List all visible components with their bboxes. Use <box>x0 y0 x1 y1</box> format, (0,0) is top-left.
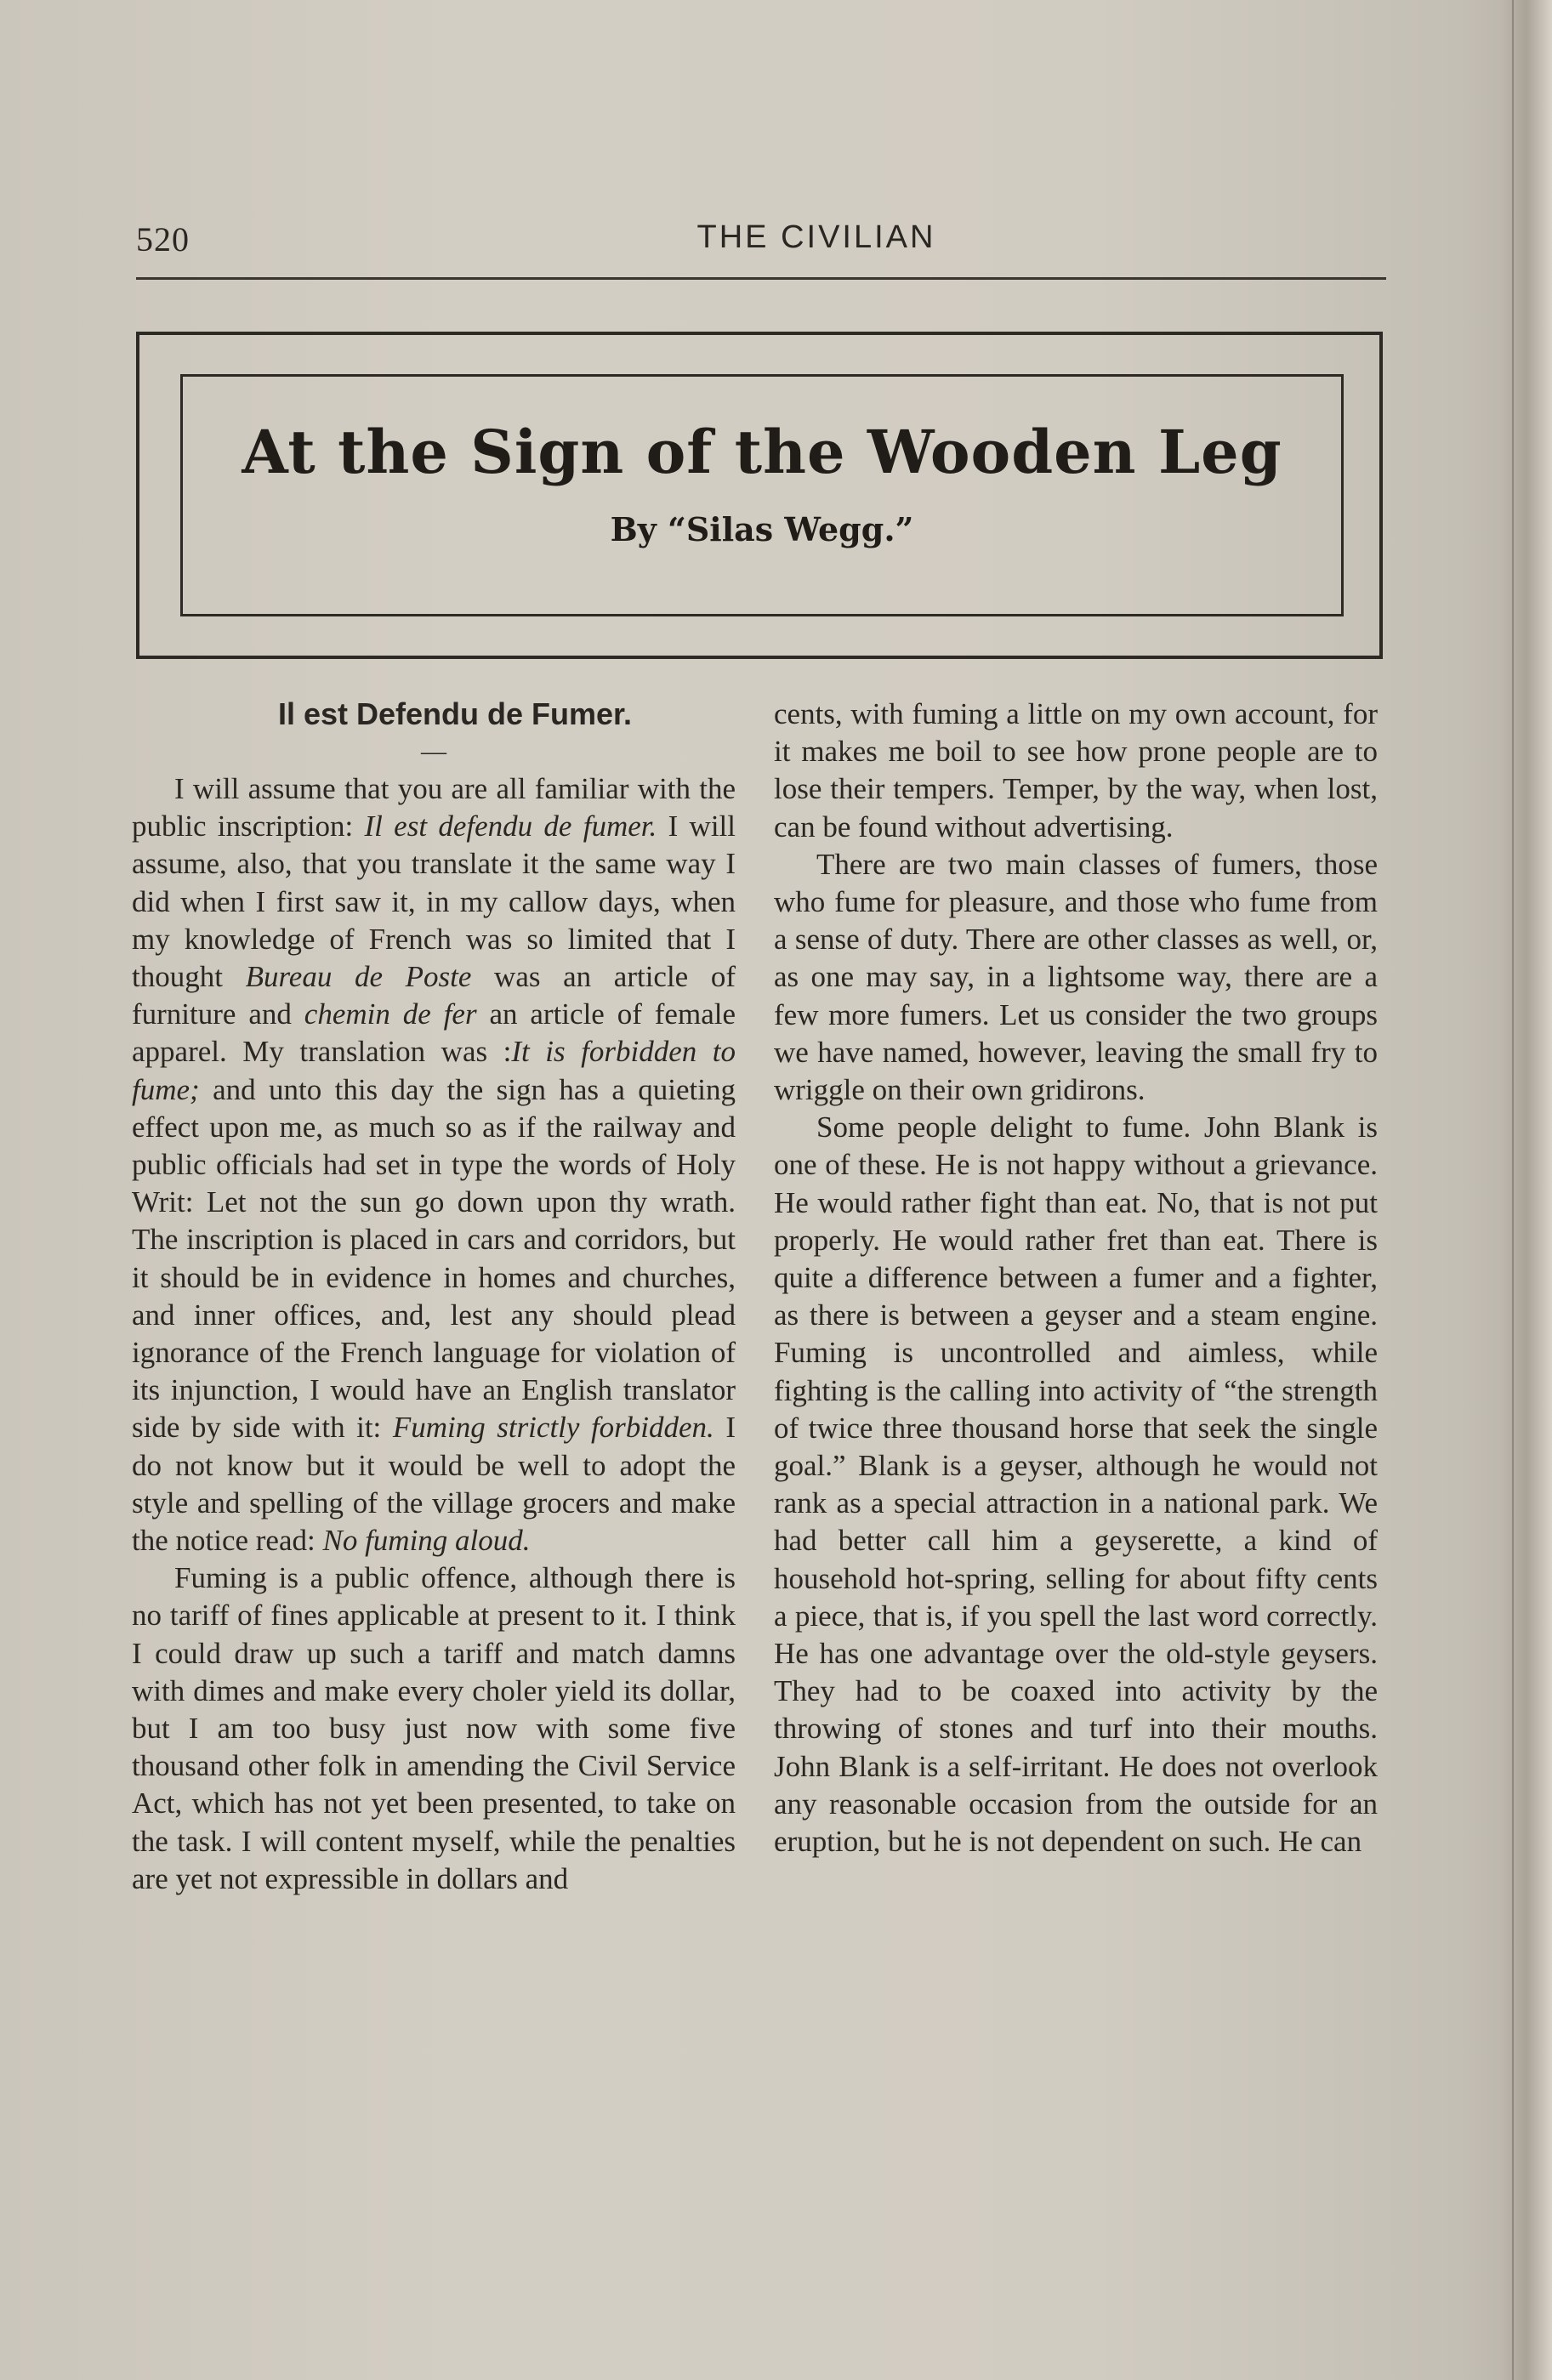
page-binding-edge <box>1501 0 1552 2380</box>
page-number: 520 <box>136 220 190 258</box>
section-dash: — <box>421 737 446 765</box>
paragraph-text: I will assume that you are all familiar with the public inscription: <box>132 772 736 844</box>
paragraph-text: and unto this day the sign has a quieting effect upon me, as much so as if the railway and public officials had set in type the words of Holy Writ: Let not the sun go down upon thy wrath. The inscription is placed in cars and corridors, but it should be in evidence in homes and churches, and inner offices, and, lest any should plead ignorance of the French language for violation of its injunction, I would have an English translator side by side with it: <box>132 1072 736 1445</box>
italic-text: Bureau de Poste <box>245 960 472 994</box>
binding-shadow-line <box>1512 0 1514 2380</box>
paragraph-text: an article of female apparel. My translation was : <box>132 997 736 1069</box>
title-box-inner-frame <box>180 374 1344 616</box>
article-title: At the Sign of the Wooden Leg <box>242 417 1282 487</box>
journal-title: THE CIVILIAN <box>696 219 936 255</box>
italic-text: Il est defendu de fumer. <box>364 809 657 844</box>
paragraph-text: Fuming is a public offence, although there is no tariff of fines applicable at present to it. I think I could draw up such a tariff and match damns with dimes and make every choler yield its dollar, but I am too busy just now with some five thousand other folk in amending the Civil Service Act, which has not yet been presented, to take on the task. I will content myself, while the penalties are yet not expressible in dollars and <box>132 1561 736 1895</box>
header-rule <box>136 277 1386 280</box>
body-paragraph <box>132 770 736 1559</box>
body-paragraph <box>774 1109 1378 1860</box>
section-heading: Il est Defendu de Fumer. <box>277 696 633 731</box>
paragraph-text: I do not know but it would be well to adopt the style and spelling of the village grocers and make the notice read: <box>132 1411 736 1558</box>
paragraph-text: Some people delight to fume. John Blank is one of these. He is not happy without a grievance. He would rather fight than eat. No, that is not put properly. He would rather fret than eat. There is quite a difference between a fumer and a fighter, as there is between a geyser and a steam engine. Fuming is uncontrolled and aimless, while fighting is the calling into activity of “the strength of twice three thousand horse that seek the single goal.” Blank is a geyser, although he would not rank as a special attraction in a national park. We had better call him a geyserette, a kind of household hot-spring, selling for about fifty cents a piece, that is, if you spell the last word correctly. He has one advantage over the old-style geysers. They had to be coaxed into activity by the throwing of stones and turf into their mouths. John Blank is a self-irritant. He does not overlook any reasonable occasion from the outside for an eruption, but he is not dependent on such. He can <box>774 1110 1378 1859</box>
right-text-column <box>774 696 1378 1860</box>
left-text-column <box>132 696 736 1898</box>
italic-text: No fuming aloud. <box>322 1524 531 1558</box>
body-paragraph <box>774 696 1378 846</box>
paragraph-text: cents, with fuming a little on my own account, for it makes me boil to see how prone people are to lose their tempers. Temper, by the way, when lost, can be found without advertising. <box>774 697 1378 844</box>
italic-text: Fuming strictly forbidden. <box>392 1411 714 1445</box>
italic-text: chemin de fer <box>304 997 477 1031</box>
body-paragraph <box>774 846 1378 1109</box>
paragraph-text: There are two main classes of fumers, those who fume for pleasure, and those who fume from a sense of duty. There are other classes as well, or, as one may say, in a lightsome way, there are a few more fumers. Let us consider the two groups we have named, however, leaving the small fry to wriggle on their own gridirons. <box>774 847 1378 1107</box>
body-paragraph <box>132 1559 736 1898</box>
running-head <box>136 219 1386 262</box>
paragraph-text: I will assume, also, that you translate it the same way I did when I first saw it, in my callow days, when my knowledge of French was so limited that I thought <box>132 809 736 994</box>
article-byline: By “Silas Wegg.” <box>610 510 914 548</box>
paragraph-text: was an article of furniture and <box>132 960 736 1031</box>
italic-text: It is forbidden to fume; <box>132 1035 736 1106</box>
